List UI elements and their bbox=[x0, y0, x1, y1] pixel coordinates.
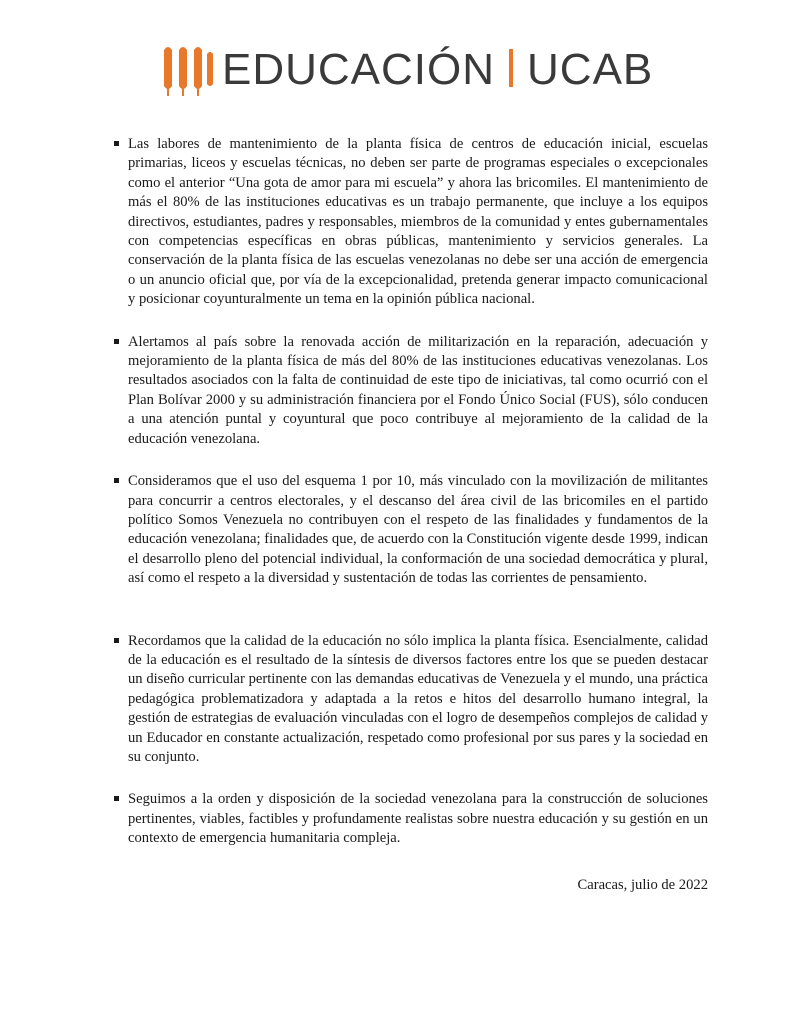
ucab-logo-mark-icon bbox=[160, 42, 216, 102]
paragraph-text: Alertamos al país sobre la renovada acción de militarización en la reparación, adecuación y mejoramiento de la planta física de más del 80% de las instituciones educativas venezolanas. Los resultados asociados con la falta de continuidad de este tipo de iniciativas, tal como ocurrió con el Plan Bolívar 2000 y su administración financiera por el Fondo Único Social (FUS), sólo conducen a una atención puntal y coyuntural que poco contribuye al mejoramiento de la calidad de la educación venezolana. bbox=[128, 333, 708, 447]
paragraph-text: Consideramos que el uso del esquema 1 por 10, más vinculado con la movilización de militantes para concurrir a centros electorales, y el descanso del área civil de las bricomiles en el partido político Somos Venezuela no contribuyen con el respeto de las finalidades y fundamentos de la educación venezolana; finalidades que, de acuerdo con la Constitución vigente desde 1999, indican el desarrollo pleno del potencial individual, la conformación de una sociedad democrática y plural, así como el respeto a la diversidad y sustentación de todas las corrientes de pensamiento. bbox=[128, 473, 708, 587]
paragraph-text: Las labores de mantenimiento de la planta física de centros de educación inicial, escuelas primarias, liceos y escuelas técnicas, no deben ser parte de programas especiales o excepcionales como el anterior “Una gota de amor para mi escuela” y ahora las bricomiles. El mantenimiento de más el 80% de las instituciones educativas es un trabajo permanente, que incluye a los equipos directivos, estudiantes, padres y responsables, miembros de la comunidad y entes gubernamentales con competencias específicas en obras públicas, mantenimiento y servicios generales. La conservación de la planta física de las escuelas venezolanas no debe ser una acción de emergencia o un anuncio oficial que, por vía de la excepcionalidad, pretenda generar impacto comunicacional y posicionar coyunturalmente un tema en la opinión pública nacional. bbox=[128, 136, 708, 308]
closing-place-date: Caracas, julio de 2022 bbox=[577, 876, 708, 893]
paragraph-text: Seguimos a la orden y disposición de la sociedad venezolana para la construcción de soluciones pertinentes, viables, factibles y profundamente realistas sobre nuestra educación y su gestión en un contexto de emergencia humanitaria compleja. bbox=[128, 791, 708, 847]
document-header bbox=[0, 38, 791, 108]
square-bullet-icon bbox=[114, 141, 119, 146]
paragraph-text: Recordamos que la calidad de la educación no sólo implica la planta física. Esencialmente, calidad de la educación es el resultado de la síntesis de diversos factores entre los que se pueden destacar un diseño curricular pertinente con las demandas educativas de Venezuela y el mundo, una práctica pedagógica problematizadora y adaptada a la retos e hitos del desarrollo humano integral, la gestión de estrategias de evaluación vinculadas con el logro de desempeños complejos de calidad y un Educador en constante actualización, respetado como profesional por sus pares y la sociedad en su conjunto. bbox=[128, 632, 708, 765]
document-body bbox=[112, 135, 708, 895]
logo-separator bbox=[509, 49, 513, 87]
bullet-paragraph bbox=[112, 135, 708, 310]
square-bullet-icon bbox=[114, 339, 119, 344]
logo-educacion: EDUCACIÓN bbox=[222, 45, 496, 94]
bullet-paragraph bbox=[112, 333, 708, 449]
logo-ucab: UCAB bbox=[527, 45, 654, 94]
logo-wordmark bbox=[222, 40, 653, 100]
square-bullet-icon bbox=[114, 478, 119, 483]
square-bullet-icon bbox=[114, 796, 119, 801]
bullet-paragraph bbox=[112, 472, 708, 588]
bullet-paragraph bbox=[112, 632, 708, 768]
square-bullet-icon bbox=[114, 638, 119, 643]
bullet-paragraph bbox=[112, 790, 708, 848]
